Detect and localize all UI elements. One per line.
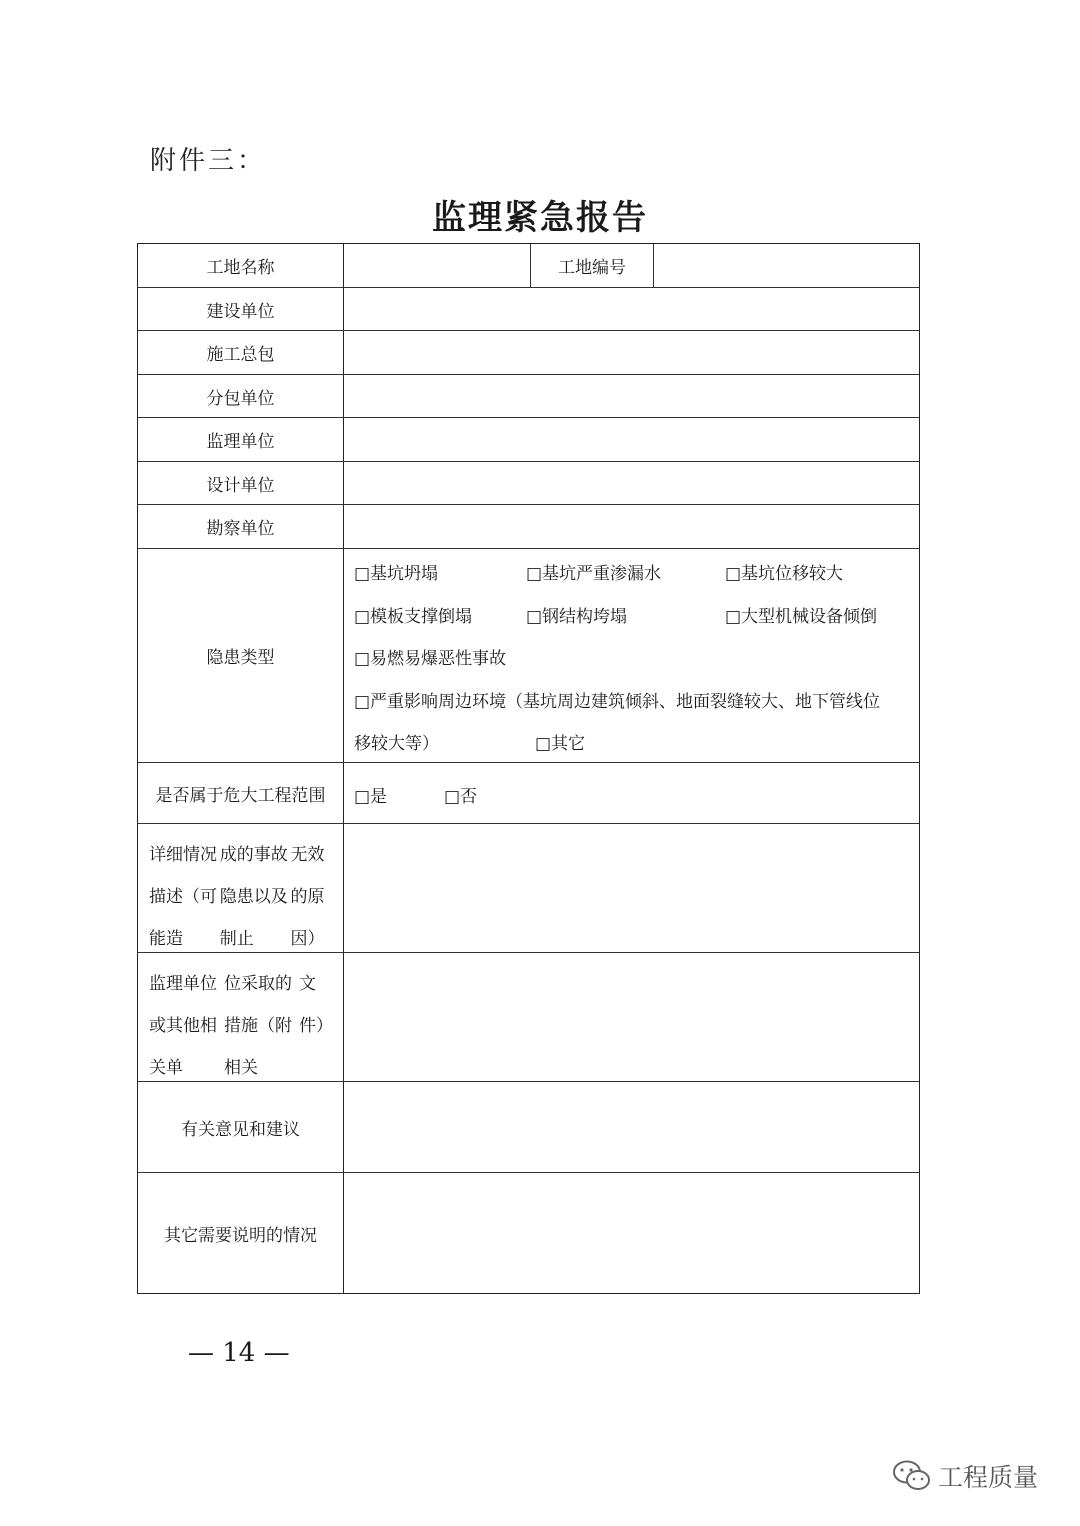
major-project-label: 是否属于危大工程范围 bbox=[138, 763, 344, 823]
detail-label-line-1: 详细情况描述（可能造 bbox=[149, 845, 217, 949]
subcontractor-field[interactable] bbox=[344, 375, 919, 417]
row-hazard-type bbox=[138, 549, 919, 763]
detail-label-line-3: 无效的原因） bbox=[290, 845, 325, 949]
page-number: — 14 — bbox=[188, 1338, 290, 1368]
option-other[interactable]: □其它 bbox=[535, 734, 586, 754]
row-other bbox=[138, 1173, 919, 1293]
report-form bbox=[137, 243, 920, 1294]
construction-unit-label: 建设单位 bbox=[138, 288, 344, 330]
opinions-label: 有关意见和建议 bbox=[138, 1082, 344, 1172]
measures-label bbox=[138, 953, 344, 1081]
option-no[interactable]: □否 bbox=[444, 787, 478, 807]
general-contractor-field[interactable] bbox=[344, 331, 919, 374]
measures-label-line-2: 位采取的措施（附相关 bbox=[224, 974, 292, 1078]
design-unit-label: 设计单位 bbox=[138, 462, 344, 504]
subcontractor-label: 分包单位 bbox=[138, 375, 344, 417]
site-name-label: 工地名称 bbox=[138, 244, 344, 287]
general-contractor-label: 施工总包 bbox=[138, 331, 344, 374]
option-flammable-explosive[interactable]: □易燃易爆恶性事故 bbox=[354, 649, 507, 669]
row-major-project bbox=[138, 763, 919, 824]
construction-unit-field[interactable] bbox=[344, 288, 919, 330]
option-machinery-tipping[interactable]: □大型机械设备倾倒 bbox=[725, 607, 878, 627]
option-formwork-collapse[interactable]: □模板支撑倒塌 bbox=[354, 607, 473, 627]
wechat-icon bbox=[892, 1459, 932, 1493]
other-label: 其它需要说明的情况 bbox=[138, 1173, 344, 1293]
watermark-text: 工程质量 bbox=[938, 1463, 1039, 1492]
major-project-options bbox=[344, 763, 919, 823]
row-design-unit bbox=[138, 462, 919, 505]
watermark bbox=[892, 1458, 1038, 1494]
option-pit-collapse[interactable]: □基坑坍塌 bbox=[354, 564, 439, 584]
option-yes[interactable]: □是 bbox=[354, 787, 388, 807]
detail-description-field[interactable] bbox=[344, 824, 919, 952]
page-title: 监理紧急报告 bbox=[432, 198, 648, 238]
site-number-label: 工地编号 bbox=[530, 244, 654, 287]
row-survey-unit bbox=[138, 505, 919, 549]
row-site-name bbox=[138, 244, 919, 288]
design-unit-field[interactable] bbox=[344, 462, 919, 504]
site-name-field[interactable] bbox=[344, 244, 919, 287]
row-general-contractor bbox=[138, 331, 919, 375]
detail-description-label bbox=[138, 824, 344, 952]
measures-label-line-1: 监理单位或其他相关单 bbox=[149, 974, 217, 1078]
row-construction-unit bbox=[138, 288, 919, 331]
hazard-type-label: 隐患类型 bbox=[138, 549, 344, 762]
survey-unit-field[interactable] bbox=[344, 505, 919, 548]
measures-field[interactable] bbox=[344, 953, 919, 1081]
supervision-unit-field[interactable] bbox=[344, 418, 919, 461]
row-subcontractor bbox=[138, 375, 919, 418]
row-measures bbox=[138, 953, 919, 1082]
option-surroundings-impact[interactable]: □严重影响周边环境（基坑周边建筑倾斜、地面裂缝较大、地下管线位 bbox=[354, 692, 881, 712]
attachment-label: 附件三： bbox=[150, 146, 267, 176]
option-steel-collapse[interactable]: □钢结构垮塌 bbox=[526, 607, 628, 627]
option-pit-leakage[interactable]: □基坑严重渗漏水 bbox=[526, 564, 662, 584]
hazard-options bbox=[344, 549, 919, 762]
option-surroundings-impact-cont: 移较大等） bbox=[354, 734, 439, 754]
detail-label-line-2: 成的事故隐患以及制止 bbox=[219, 845, 288, 949]
supervision-unit-label: 监理单位 bbox=[138, 418, 344, 461]
row-opinions bbox=[138, 1082, 919, 1173]
row-detail-description bbox=[138, 824, 919, 953]
survey-unit-label: 勘察单位 bbox=[138, 505, 344, 548]
row-supervision-unit bbox=[138, 418, 919, 462]
other-field[interactable] bbox=[344, 1173, 919, 1293]
measures-label-line-3: 文件） bbox=[299, 974, 333, 1036]
opinions-field[interactable] bbox=[344, 1082, 919, 1172]
option-pit-displacement[interactable]: □基坑位移较大 bbox=[725, 564, 844, 584]
